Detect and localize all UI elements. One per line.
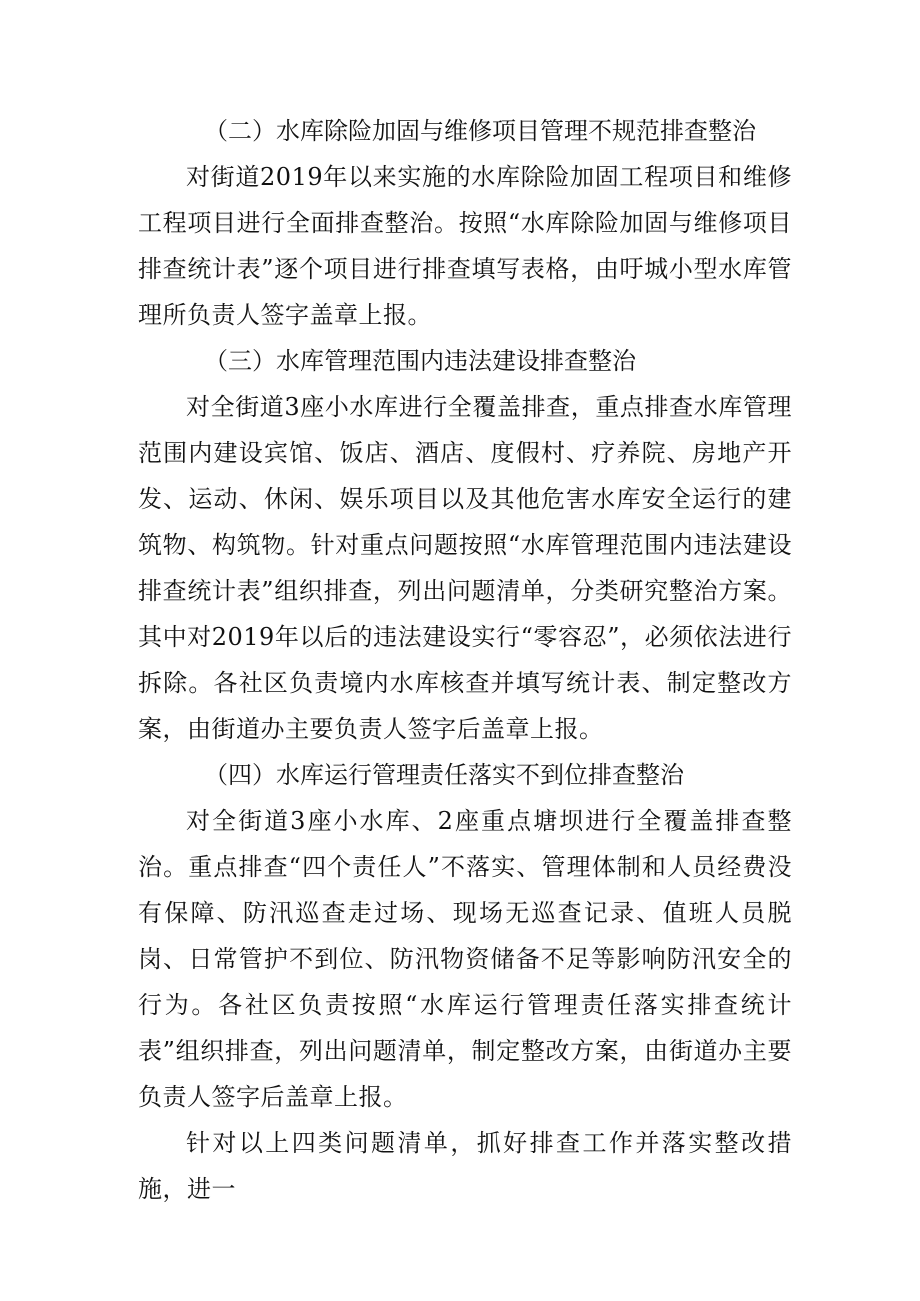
closing-paragraph: 针对以上四类问题清单，抓好排查工作并落实整改措施，进一 bbox=[138, 1129, 792, 1203]
section-2-paragraph: 对街道2019年以来实施的水库除险加固工程项目和维修工程项目进行全面排查整治。按照“水库除险加固与维修项目排查统计表”逐个项目进行排查填写表格，由吁城小型水库管理所负责人签字盖章上报。 bbox=[138, 163, 792, 329]
document-body bbox=[138, 108, 792, 1212]
section-heading-4: （四）水库运行管理责任落实不到位排查整治 bbox=[204, 761, 684, 789]
section-3-paragraph: 对全街道3座小水库进行全覆盖排查，重点排查水库管理范围内建设宾馆、饭店、酒店、度假村、疗养院、房地产开发、运动、休闲、娱乐项目以及其他危害水库安全运行的建筑物、构筑物。针对重点问题按照“水库管理范围内违法建设排查统计表”组织排查，列出问题清单，分类研究整治方案。其中对2019年以后的违法建设实行“零容忍”，必须依法进行拆除。各社区负责境内水库核查并填写统计表、制定整改方案，由街道办主要负责人签字后盖章上报。 bbox=[138, 393, 792, 743]
section-4-paragraph: 对全街道3座小水库、2座重点塘坝进行全覆盖排查整治。重点排查“四个责任人”不落实、管理体制和人员经费没有保障、防汛巡查走过场、现场无巡查记录、值班人员脱岗、日常管护不到位、防汛物资储备不足等影响防汛安全的行为。各社区负责按照“水库运行管理责任落实排查统计表”组织排查，列出问题清单，制定整改方案，由街道办主要负责人签字后盖章上报。 bbox=[138, 807, 792, 1111]
section-heading-3: （三）水库管理范围内违法建设排查整治 bbox=[204, 347, 636, 375]
section-heading-2: （二）水库除险加固与维修项目管理不规范排查整治 bbox=[204, 117, 756, 145]
